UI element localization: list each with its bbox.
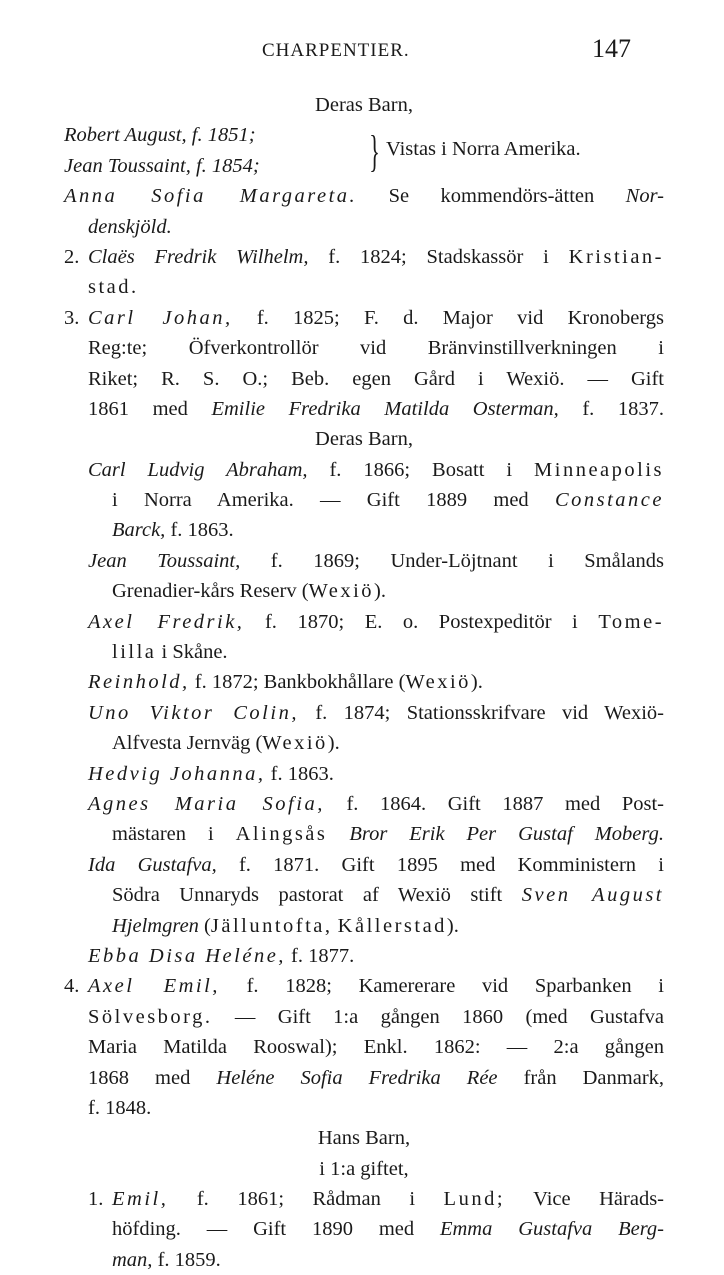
entry-carl-johan-cont-1: Reg:te; Öfverkontrollör vid Bränvinstillverkningen i	[88, 337, 664, 360]
entry-jean-toussaint: Jean Toussaint, f. 1854;	[64, 154, 260, 177]
entry-carl-johan: 3. Carl Johan, f. 1825; F. d. Major vid Kronobergs	[64, 306, 664, 329]
running-head	[0, 34, 724, 70]
heading-deras-barn-2: Deras Barn,	[315, 428, 413, 451]
entry-agnes-maria: Agnes Maria Sofia, f. 1864. Gift 1887 med Post-	[88, 793, 664, 815]
running-title: CHARPENTIER.	[262, 40, 410, 61]
body-text	[64, 90, 664, 1275]
entry-ida-gustafva-cont-1: Södra Unnaryds pastorat af Wexiö stift Sven August	[112, 884, 664, 907]
entry-emil-cont-1: höfding. — Gift 1890 med Emma Gustafva Berg-	[112, 1218, 665, 1241]
entry-agnes-maria-cont: mästaren i Alingsås Bror Erik Per Gustaf Moberg.	[112, 823, 664, 846]
entry-carl-johan-cont-2: Riket; R. S. O.; Beb. egen Gård i Wexiö. — Gift	[88, 367, 664, 390]
entry-axel-emil: 4. Axel Emil, f. 1828; Kamererare vid Sparbanken i	[64, 975, 664, 998]
entry-ebba-disa: Ebba Disa Heléne, f. 1877.	[88, 944, 355, 967]
entry-carl-ludvig: Carl Ludvig Abraham, f. 1866; Bosatt i Minneapolis	[88, 458, 665, 481]
entry-ida-gustafva-cont-2: Hjelmgren (Jälluntofta, Kållerstad).	[112, 914, 459, 937]
entry-carl-ludvig-cont-1: i Norra Amerika. — Gift 1889 med Constance	[112, 489, 664, 512]
brace-mark: }	[369, 127, 380, 177]
entry-axel-fredrik-cont: lilla i Skåne.	[112, 641, 228, 664]
entry-axel-emil-cont-1: Sölvesborg. — Gift 1:a gången 1860 (med Gustafva	[88, 1005, 665, 1028]
entry-anna-sofia: Anna Sofia Margareta. Se kommendörs-ätten Nor-	[64, 185, 664, 208]
entry-robert-august: Robert August, f. 1851;	[64, 124, 256, 147]
entry-claes-fredrik: 2. Claës Fredrik Wilhelm, f. 1824; Stadskassör i Kristian-	[64, 245, 665, 268]
entry-claes-fredrik-cont: stad.	[88, 276, 139, 299]
entry-emil-cont-2: man, f. 1859.	[112, 1248, 221, 1271]
braced-entries	[64, 120, 664, 181]
entry-anna-sofia-cont: denskjöld.	[88, 215, 172, 238]
heading-hans-barn: Hans Barn,	[317, 1127, 411, 1150]
entry-axel-emil-cont-2: Maria Matilda Rooswal); Enkl. 1862: — 2:a gången	[88, 1036, 664, 1059]
entry-axel-emil-cont-4: f. 1848.	[88, 1096, 152, 1119]
heading-forsta-giftet: i 1:a giftet,	[319, 1157, 409, 1180]
entry-uno-viktor: Uno Viktor Colin, f. 1874; Stationsskrifvare vid Wexiö-	[88, 701, 665, 724]
entry-carl-ludvig-cont-2: Barck, f. 1863.	[112, 519, 234, 542]
entry-jean-toussaint-2: Jean Toussaint, f. 1869; Under-Löjtnant i Smålands	[88, 549, 664, 572]
heading-deras-barn: Deras Barn,	[315, 94, 413, 116]
entry-jean-toussaint-2-cont: Grenadier-kårs Reserv (Wexiö).	[112, 580, 386, 603]
entry-ida-gustafva: Ida Gustafva, f. 1871. Gift 1895 med Komministern i	[88, 853, 664, 876]
brace-note: Vistas i Norra Amerika.	[386, 138, 581, 161]
page-number: 147	[592, 34, 631, 63]
entry-uno-viktor-cont: Alfvesta Jernväg (Wexiö).	[112, 732, 340, 755]
entry-reinhold: Reinhold, f. 1872; Bankbokhållare (Wexiö).	[88, 671, 483, 694]
entry-emil: 1. Emil, f. 1861; Rådman i Lund; Vice Härads-	[88, 1188, 665, 1211]
entry-axel-emil-cont-3: 1868 med Heléne Sofia Fredrika Rée från Danmark,	[88, 1066, 665, 1089]
entry-hedvig-johanna: Hedvig Johanna, f. 1863.	[88, 762, 334, 785]
entry-carl-johan-cont-3: 1861 med Emilie Fredrika Matilda Osterman, f. 1837.	[88, 397, 665, 420]
entry-axel-fredrik: Axel Fredrik, f. 1870; E. o. Postexpeditör i Tome-	[88, 610, 665, 633]
